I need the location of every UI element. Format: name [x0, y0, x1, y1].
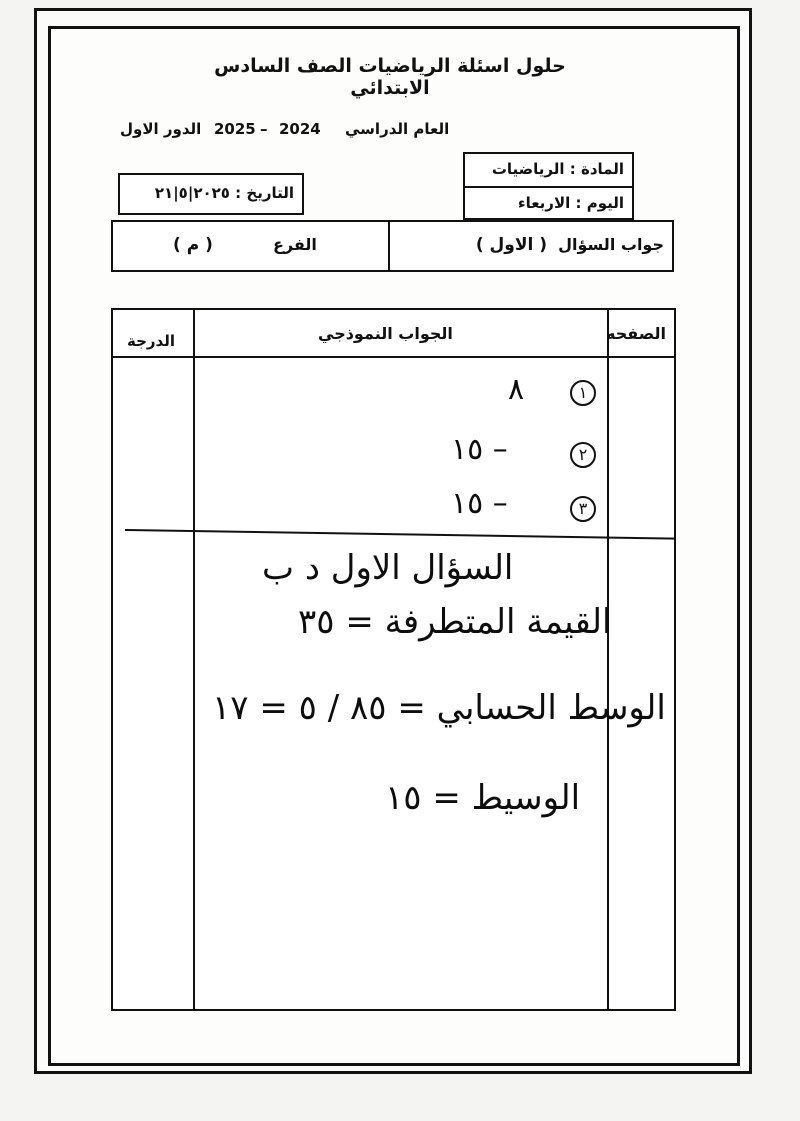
answer-value: ( الاول ) — [475, 235, 547, 255]
answer-2: – ١٥ — [451, 432, 508, 467]
branch-value: ( م ) — [173, 235, 213, 255]
header-model-answer: الجواب النموذجي — [318, 324, 453, 343]
answer-table — [111, 308, 676, 1011]
column-divider-page — [607, 310, 609, 1009]
answer-3: – ١٥ — [451, 486, 508, 521]
answer-marker-3: ٣ — [570, 496, 596, 522]
academic-year-label: العام الدراسي — [345, 120, 450, 138]
header-grade: الدرجة — [127, 332, 175, 350]
answer-heading: السؤال الاول د ب — [262, 548, 514, 588]
subject-day-box — [463, 152, 634, 220]
date-box — [118, 173, 304, 215]
answer-label: جواب السؤال — [558, 235, 664, 254]
divider — [465, 186, 632, 188]
answer-marker-2: ٢ — [570, 442, 596, 468]
answer-marker-1: ١ — [570, 380, 596, 406]
answer-1: ٨ — [508, 372, 525, 407]
answer-median: الوسيط = ١٥ — [385, 778, 581, 818]
divider — [388, 222, 390, 270]
date-text: التاريخ : ٢٠٢٥|٥|٢١ — [154, 184, 294, 202]
year-dash: – — [260, 120, 268, 138]
question-branch-row — [111, 220, 674, 272]
year-start: 2024 — [279, 120, 321, 138]
subject-text: المادة : الرياضيات — [491, 160, 624, 178]
year-end: 2025 — [214, 120, 256, 138]
column-divider-grade — [193, 310, 195, 1009]
exam-round: الدور الاول — [120, 120, 202, 138]
answer-outlier: القيمة المتطرفة = ٣٥ — [298, 602, 612, 642]
day-text: اليوم : الاربعاء — [517, 194, 624, 212]
answer-mean: الوسط الحسابي = ٨٥ / ٥ = ١٧ — [212, 688, 666, 728]
page-title: حلول اسئلة الرياضيات الصف السادس الابتدائي — [214, 55, 566, 99]
header-page: الصفحه — [605, 324, 666, 343]
header-divider — [113, 356, 674, 358]
branch-label: الفرع — [273, 235, 317, 254]
